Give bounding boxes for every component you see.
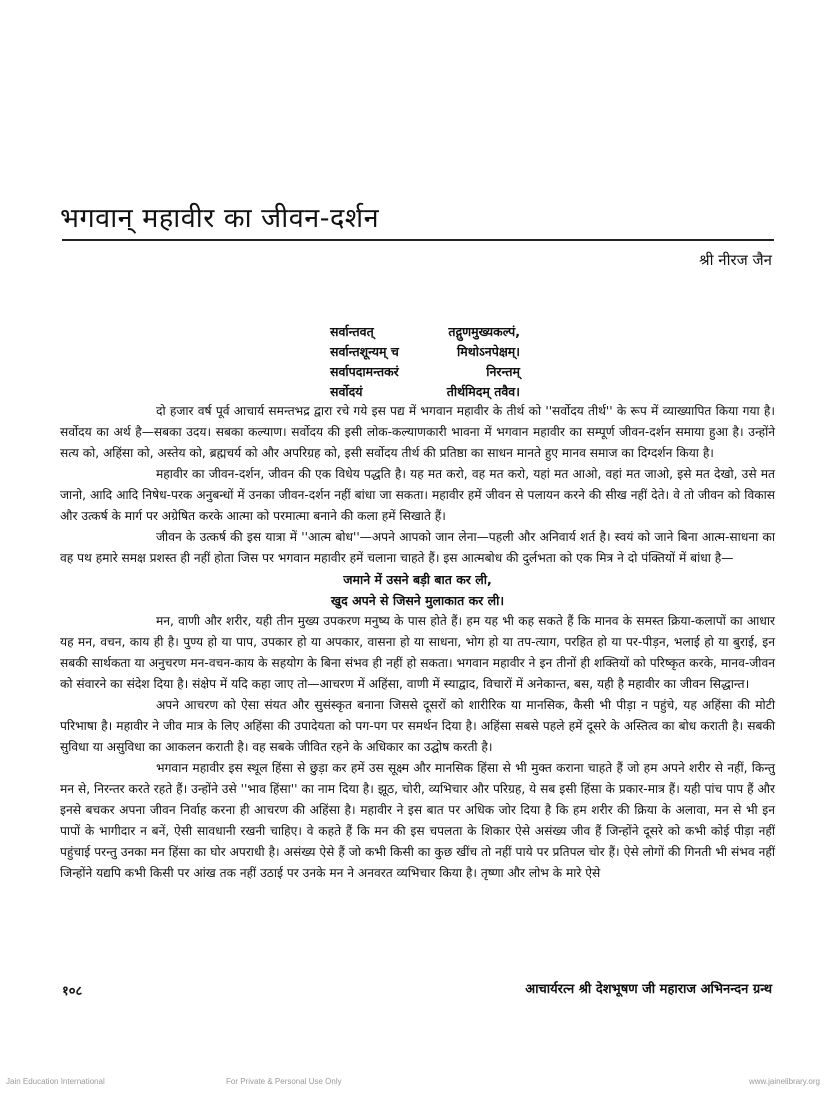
paragraph: महावीर का जीवन-दर्शन, जीवन की एक विधेय पद्धति है। यह मत करो, वह मत करो, यहां मत आओ, वहां मत जाओ, इसे मत देखो, उसे मत जानो, आदि आदि निषेध-परक अनुबन्धों में उनका जीवन-दर्शन नहीं बांधा जा सकता। महावीर हमें जीवन से पलायन करने की सीख नहीं देते। वे तो जीवन को विकास और उत्कर्ष के मार्ग पर अग्रेषित करके आत्मा को परमात्मा बनाने की कला हमें सिखाते हैं। (60, 467, 775, 523)
verse-text: तीर्थमिदम् तवैव। (446, 384, 520, 399)
article-body (60, 401, 775, 884)
verse-text: सर्वोदयं (330, 384, 363, 399)
verse-line (330, 362, 520, 382)
paragraph: अपने आचरण को ऐसा संयत और सुसंस्कृत बनाना जिससे दूसरों को शारीरिक या मानसिक, कैसी भी पीड़ा न पहुंचे, यह अहिंसा की मोटी परिभाषा है। महावीर ने जीव मात्र के लिए अहिंसा की उपादेयता को पग-पग पर समर्थन दिया है। अहिंसा सबसे पहले हमें दूसरे के अस्तित्व का बोध कराती है। सबकी सुविधा या असुविधा का आकलन कराती है। वह सबके जीवित रहने के अधिकार का उद्घोष करती है। (60, 698, 775, 754)
verse-text: सर्वापदामन्तकरं (330, 364, 399, 379)
watermark-publisher: Jain Education International (6, 1077, 105, 1086)
verse-text: सर्वान्तशून्यम् च (330, 344, 399, 359)
page-number: १०८ (62, 984, 83, 999)
verse-text: सर्वान्तवत् (330, 324, 374, 339)
sanskrit-verse (330, 322, 520, 402)
verse-text: निरन्तम् (486, 364, 520, 379)
couplet-line: खुद अपने से जिसने मुलाकात कर ली। (330, 593, 505, 608)
verse-text: तद्गुणमुख्यकल्पं, (448, 324, 520, 339)
couplet-line: जमाने में उसने बड़ी बात कर ली, (343, 572, 492, 587)
watermark-url: www.jainelibrary.org (749, 1077, 820, 1086)
verse-line (330, 382, 520, 402)
title-divider (62, 239, 774, 241)
paragraph: मन, वाणी और शरीर, यही तीन मुख्य उपकरण मनुष्य के पास होते हैं। हम यह भी कह सकते हैं कि मानव के समस्त क्रिया-कलापों का आधार यह मन, वचन, काय ही है। पुण्य हो या पाप, उपकार हो या अपकार, वासना हो या साधना, भोग हो या तप-त्याग, परहित हो या पर-पीड़न, भलाई हो या बुराई, इन सबकी सार्थकता या अनुचरण मन-वचन-काय के सहयोग के बिना संभव ही नहीं हो सकता। भगवान महावीर ने इन तीनों ही शक्तियों को परिष्कृत करके, मानव-जीवन को संवारने का संदेश दिया है। संक्षेप में यदि कहा जाए तो—आचरण में अहिंसा, वाणी में स्याद्वाद, विचारों में अनेकान्त, बस, यही है महावीर का जीवन सिद्धान्त। (60, 614, 775, 691)
paragraph: भगवान महावीर इस स्थूल हिंसा से छुड़ा कर हमें उस सूक्ष्म और मानसिक हिंसा से भी मुक्त कराना चाहते हैं जो हम अपने शरीर से नहीं, किन्तु मन से, निरन्तर करते रहते हैं। उन्होंने उसे ''भाव हिंसा'' का नाम दिया है। झूठ, चोरी, व्यभिचार और परिग्रह, ये सब इसी हिंसा के प्रकार-मात्र हैं। यही पांच पाप हैं और इनसे बचकर अपना जीवन निर्वाह करना ही आचरण की अहिंसा है। महावीर ने इस बात पर अधिक जोर दिया है कि हम शरीर की क्रिया के अलावा, मन से भी इन पापों के भागीदार न बनें, ऐसी सावधानी रखनी चाहिए। वे कहते हैं कि मन की इस चपलता के शिकार ऐसे असंख्य जीव हैं जिन्होंने दूसरे को कभी कोई पीड़ा नहीं पहुंचाई परन्तु उनका मन हिंसा का घोर अपराधी है। असंख्य ऐसे हैं जो कभी किसी का कुछ खींच तो नहीं पाये पर प्रतिपल चोर हैं। ऐसे लोगों की गिनती भी संभव नहीं जिन्होंने यद्यपि कभी किसी पर आंख तक नहीं उठाई पर उनके मन ने अनवरत व्यभिचार किया है। तृष्णा और लोभ के मारे ऐसे (60, 761, 775, 880)
article-title: भगवान् महावीर का जीवन-दर्शन (60, 203, 380, 234)
book-title: आचार्यरत्न श्री देशभूषण जी महाराज अभिनन्दन ग्रन्थ (525, 982, 772, 997)
couplet (60, 569, 775, 611)
paragraph: जीवन के उत्कर्ष की इस यात्रा में ''आत्म बोध''—अपने आपको जान लेना—पहली और अनिवार्य शर्त है। स्वयं को जाने बिना आत्म-साधना का वह पथ हमारे समक्ष प्रशस्त ही नहीं होता जिस पर भगवान महावीर हमें चलाना चाहते हैं। इस आत्मबोध की दुर्लभता को एक मित्र ने दो पंक्तियों में बांधा है— (60, 530, 775, 565)
verse-line (330, 322, 520, 342)
author-name: श्री नीरज जैन (699, 251, 772, 269)
watermark-usage: For Private & Personal Use Only (226, 1077, 342, 1086)
verse-text: मिथोऽनपेक्षम्। (457, 344, 520, 359)
verse-line (330, 342, 520, 362)
paragraph: दो हजार वर्ष पूर्व आचार्य समन्तभद्र द्वारा रचे गये इस पद्य में भगवान महावीर के तीर्थ को ''सर्वोदय तीर्थ'' के रूप में व्याख्यापित किया गया है। सर्वोदय का अर्थ है—सबका उदय। सबका कल्याण। सर्वोदय की इसी लोक-कल्याणकारी भावना में भगवान महावीर का सम्पूर्ण जीवन-दर्शन समाया हुआ है। उन्होंने सत्य को, अहिंसा को, अस्तेय को, ब्रह्मचर्य को और अपरिग्रह को, इसी सर्वोदय तीर्थ की प्रतिष्ठा का साधन मानते हुए मानव समाज का दिग्दर्शन किया है। (60, 404, 775, 460)
